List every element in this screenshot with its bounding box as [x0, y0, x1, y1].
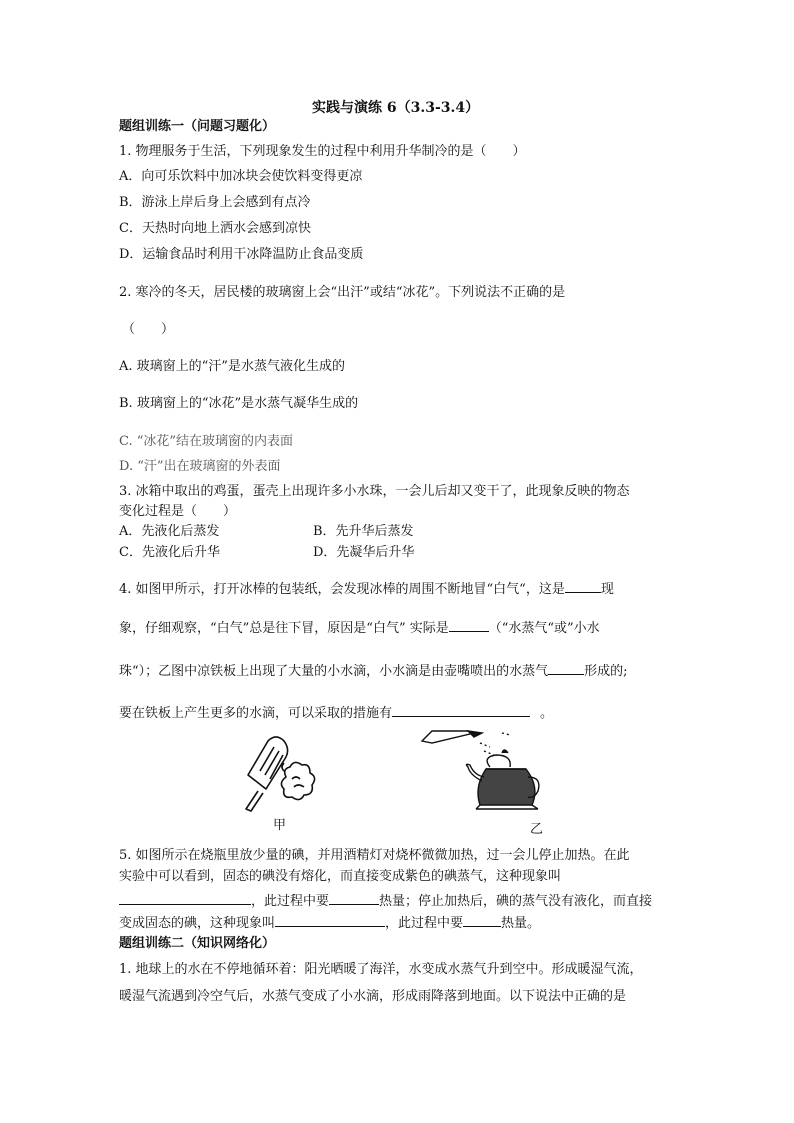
q1-option-a: A．向可乐饮料中加冰块会使饮料变得更凉: [119, 169, 363, 184]
figure-label-jia: 甲: [273, 818, 287, 833]
page-title: 实践与演练 6（3.3-3.4）: [312, 100, 480, 116]
q4-blank-4: [392, 704, 530, 717]
q4-line2: [119, 619, 600, 637]
q5-line4-end: 热量。: [501, 916, 541, 931]
q3-option-c: C．先液化后升华: [119, 545, 220, 560]
q5-blank-4: [463, 914, 501, 927]
q3-option-d: D．先凝华后升华: [313, 545, 415, 560]
q4-line4-end: 。: [540, 706, 554, 721]
q4-line3-end: 形成的;: [584, 664, 628, 679]
q2-option-b: B. 玻璃窗上的“冰花”是水蒸气凝华生成的: [119, 396, 359, 411]
q5-line4-mid: ，此过程中要: [385, 916, 464, 931]
q4-line1: [119, 580, 614, 598]
q3-stem-line1: 3. 冰箱中取出的鸡蛋，蛋壳上出现许多小水珠，一会儿后却又变干了，此现象反映的物态: [119, 484, 630, 499]
q5-line3-text: ，此过程中要: [251, 894, 330, 909]
q5-line2: 实验中可以看到，固态的碘没有熔化，而直接变成紫色的碘蒸气，这种现象叫: [119, 869, 562, 884]
q4-line2-end: （“水蒸气“或”小水: [488, 621, 600, 636]
q5-blank-1: [119, 892, 251, 905]
q3-option-a: A．先液化后蒸发: [119, 524, 220, 539]
q1-stem: 1. 物理服务于生活，下列现象发生的过程中利用升华制冷的是（ ）: [119, 144, 526, 159]
q2-option-a: A. 玻璃窗上的“汗”是水蒸气液化生成的: [119, 359, 345, 374]
q6-line2: 暖湿气流遇到冷空气后，水蒸气变成了小水滴，形成雨降落到地面。以下说法中正确的是: [119, 989, 627, 1004]
q4-line3-text: 珠“）；乙图中凉铁板上出现了大量的小水滴，小水滴是由壶嘴喷出的水蒸气: [119, 664, 549, 679]
section-heading-1: 题组训练一（问题习题化）: [119, 119, 276, 134]
q1-option-c: C．天热时向地上洒水会感到凉快: [119, 221, 311, 236]
kettle-illustration: [420, 727, 554, 817]
q6-line1: 1. 地球上的水在不停地循环着：阳光晒暖了海洋，水变成水蒸气升到空中。形成暖湿气流，: [119, 962, 643, 977]
q5-line1: 5. 如图所示在烧瓶里放少量的碘，并用酒精灯对烧杯微微加热，过一会儿停止加热。在此: [119, 848, 630, 863]
section-heading-2: 题组训练二（知识网络化）: [119, 936, 276, 951]
q4-blank-3: [548, 662, 584, 675]
q2-stem: 2. 寒冷的冬天，居民楼的玻璃窗上会“出汗”或结“冰花”。下列说法不正确的是: [119, 285, 566, 300]
q2-option-d: D. “汗”出在玻璃窗的外表面: [119, 459, 281, 474]
q4-line1-end: 现: [600, 582, 614, 597]
q5-line4: [119, 914, 540, 932]
q4-blank-1: [565, 580, 601, 593]
q5-line4-text: 变成固态的碘，这种现象叫: [119, 916, 276, 931]
q1-option-b: B．游泳上岸后身上会感到有点冷: [119, 195, 311, 210]
q4-blank-2: [449, 619, 489, 632]
q3-option-b: B．先升华后蒸发: [313, 524, 414, 539]
q5-line3-end: 热量；停止加热后，碘的蒸气没有液化，而直接: [379, 894, 653, 909]
q2-option-c: C. “冰花”结在玻璃窗的内表面: [119, 434, 294, 449]
q4-line3: [119, 662, 628, 680]
q4-line1-text: 4. 如图甲所示，打开冰棒的包装纸，会发现冰棒的周围不断地冒“白气“，这是: [119, 582, 565, 597]
q5-line3: [119, 892, 652, 910]
q2-paren: （ ）: [122, 322, 175, 337]
q4-line4: [119, 704, 553, 722]
q4-line4-text: 要在铁板上产生更多的水滴，可以采取的措施有: [119, 706, 393, 721]
q5-blank-2: [329, 892, 379, 905]
figure-label-yi: 乙: [530, 822, 544, 837]
q3-stem-line2: 变化过程是（ ）: [119, 504, 237, 519]
q5-blank-3: [275, 914, 385, 927]
popsicle-illustration: [238, 733, 322, 813]
q1-option-d: D．运输食品时利用干冰降温防止食品变质: [119, 247, 364, 262]
q4-line2-text: 象，仔细观察，“白气”总是往下冒，原因是“白气” 实际是: [119, 621, 449, 636]
